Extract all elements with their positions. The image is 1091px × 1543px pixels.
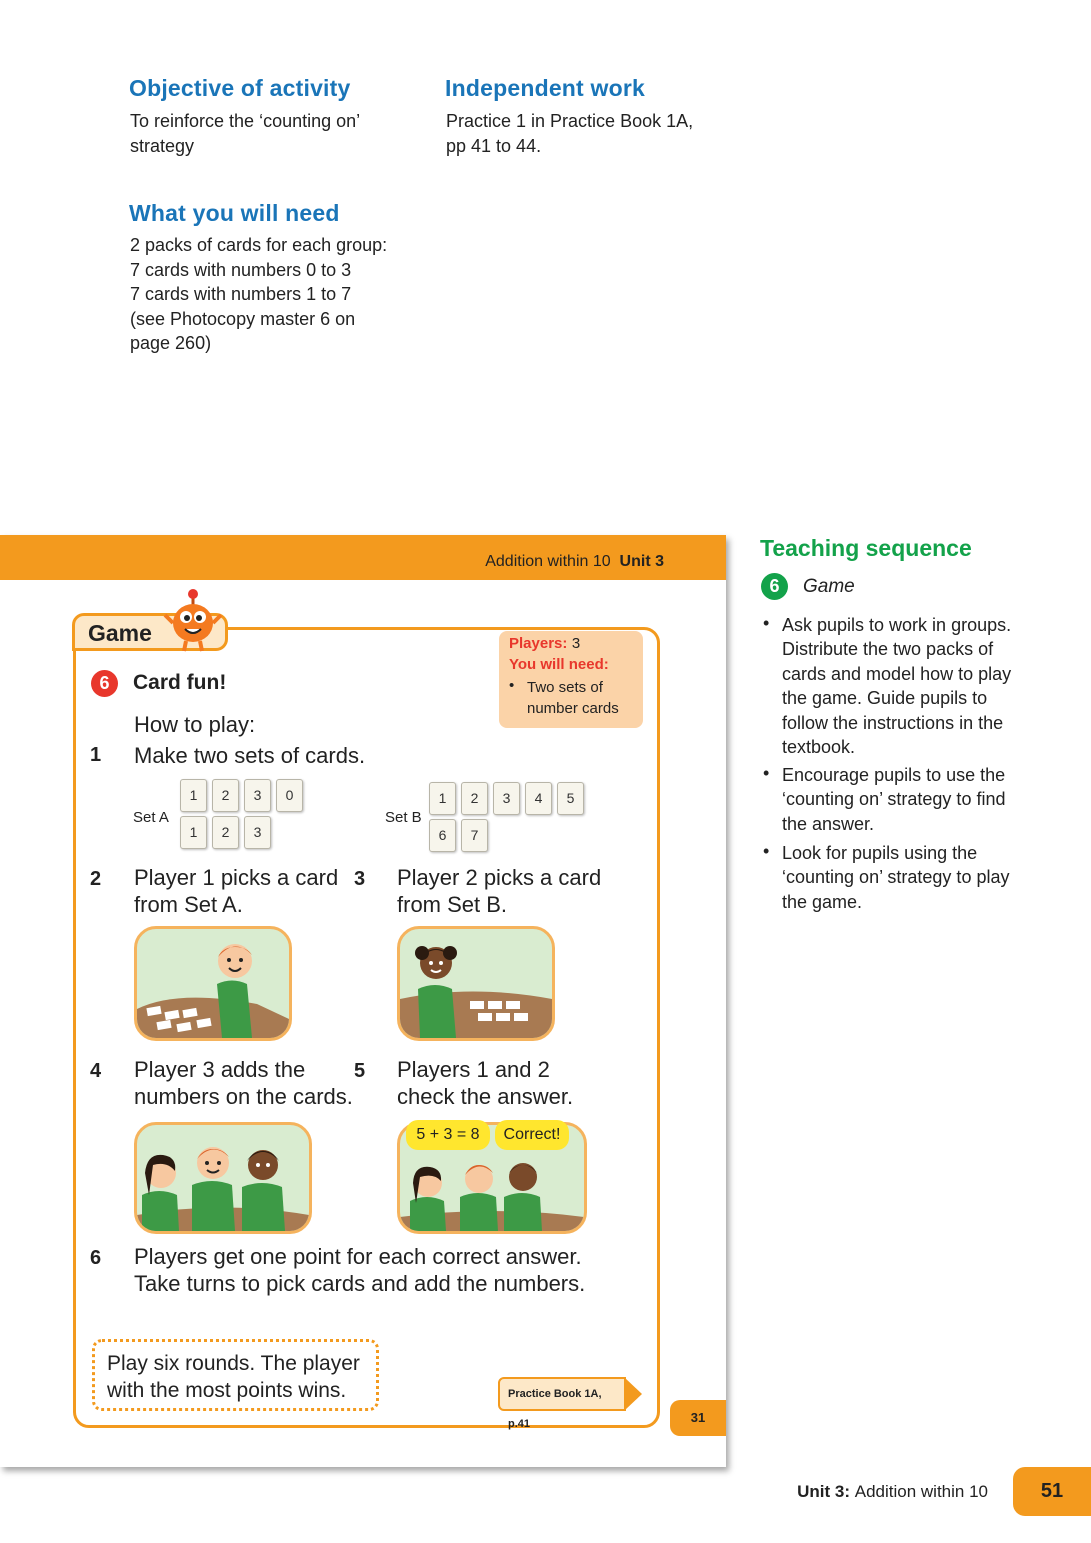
card: 3 [244, 816, 271, 849]
step-text-1: Make two sets of cards. [134, 743, 366, 768]
step-text-5: Players 1 and 2 check the answer. [397, 1057, 574, 1109]
activity-number-badge: 6 [91, 670, 118, 697]
card: 1 [180, 816, 207, 849]
card: 1 [180, 779, 207, 812]
bullet-dot: • [763, 841, 770, 861]
teaching-sequence-title: Teaching sequence [760, 535, 972, 561]
need-text: 2 packs of cards for each group: 7 cards with numbers 0 to 3 7 cards with numbers 1 to 7 (see Photocopy master 6 on page 260) [130, 235, 388, 353]
header-topic: Addition within 10 [485, 553, 611, 570]
teaching-number-badge: 6 [761, 573, 788, 600]
set-b-label: Set B [385, 809, 422, 826]
arrow-right-icon [624, 1377, 642, 1411]
objective-text: To reinforce the ‘counting on’ strategy [130, 111, 361, 156]
you-will-need-label: You will need: [509, 656, 609, 673]
teaching-bullet-2: Encourage pupils to use the ‘counting on’ strategy to find the answer. [782, 765, 1006, 834]
teaching-subtitle: Game [803, 576, 855, 597]
how-to-play-label: How to play: [134, 712, 256, 737]
illustration-player1 [134, 926, 292, 1041]
illustration-player2 [397, 926, 555, 1041]
bullet-dot: • [509, 677, 515, 694]
step-number-1: 1 [90, 744, 102, 766]
step-number-2: 2 [90, 868, 102, 890]
step-text-4: Player 3 adds the numbers on the cards. [134, 1057, 353, 1109]
step-number-3: 3 [354, 868, 366, 890]
footer-text [797, 1482, 988, 1502]
players-box [499, 631, 643, 728]
bullet-dot: • [763, 763, 770, 783]
need-item: Two sets of number cards [527, 679, 619, 717]
card: 2 [212, 816, 239, 849]
footer-topic: Addition within 10 [854, 1482, 988, 1501]
game-label: Game [88, 620, 152, 646]
teaching-bullet-1: Ask pupils to work in groups. Distribute the two packs of cards and model how to play the game. Guide pupils to follow the instructions in the textbook. [782, 615, 1012, 758]
bullet-dot: • [763, 613, 770, 633]
players-line [509, 635, 580, 653]
card: 2 [212, 779, 239, 812]
step-number-4: 4 [90, 1060, 102, 1082]
card: 3 [244, 779, 271, 812]
header-unit: Unit 3 [619, 553, 664, 570]
activity-title: Card fun! [133, 671, 227, 694]
step-text-6: Players get one point for each correct answer. Take turns to pick cards and add the numbers. [134, 1244, 586, 1296]
rounds-box [92, 1339, 379, 1411]
set-a-label: Set A [133, 809, 169, 826]
card: 4 [525, 782, 552, 815]
speech-bubble-correct: Correct! [495, 1120, 569, 1150]
practice-book-tag: Practice Book 1A, p.41 [498, 1377, 626, 1411]
players-label: Players: [509, 635, 568, 652]
card: 7 [461, 819, 488, 852]
rounds-text: Play six rounds. The player with the most points wins. [107, 1352, 360, 1402]
textbook-page-number: 31 [670, 1400, 726, 1436]
textbook-header-text [485, 553, 664, 571]
card: 3 [493, 782, 520, 815]
card: 6 [429, 819, 456, 852]
speech-bubble-equation: 5 + 3 = 8 [406, 1120, 490, 1150]
need-title: What you will need [129, 200, 340, 226]
card: 0 [276, 779, 303, 812]
textbook-header-bar [0, 535, 726, 580]
step-number-6: 6 [90, 1247, 102, 1269]
independent-work-title: Independent work [445, 75, 645, 101]
step-number-5: 5 [354, 1060, 366, 1082]
textbook-page [0, 535, 726, 1467]
players-value: 3 [571, 635, 581, 652]
independent-work-text: Practice 1 in Practice Book 1A, pp 41 to 44. [446, 111, 694, 156]
card: 5 [557, 782, 584, 815]
step-text-3: Player 2 picks a card from Set B. [397, 865, 602, 917]
page-number: 51 [1013, 1467, 1091, 1516]
illustration-player3 [134, 1122, 312, 1234]
mascot-icon [163, 587, 223, 653]
objective-title: Objective of activity [129, 75, 351, 101]
teaching-bullet-3: Look for pupils using the ‘counting on’ strategy to play the game. [782, 843, 1010, 912]
card: 1 [429, 782, 456, 815]
card: 2 [461, 782, 488, 815]
step-text-2: Player 1 picks a card from Set A. [134, 865, 339, 917]
footer-unit: Unit 3: [797, 1482, 850, 1501]
